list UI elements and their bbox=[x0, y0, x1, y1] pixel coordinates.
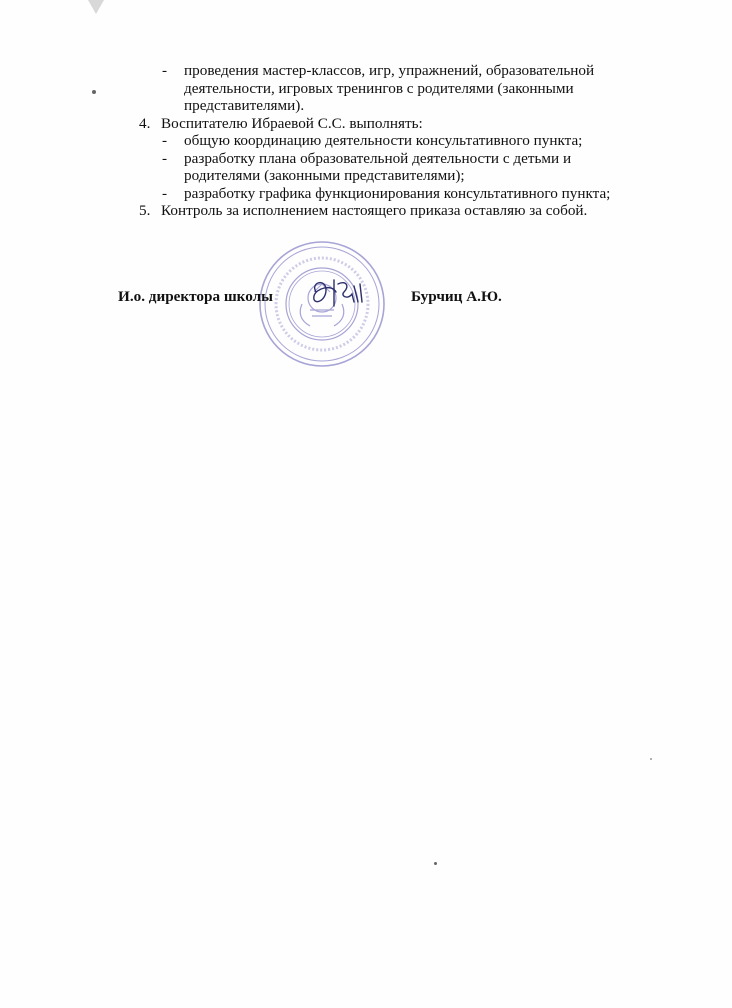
list-item-line: общую координацию деятельности консультативного пункта; bbox=[184, 132, 583, 149]
scan-speck bbox=[92, 90, 96, 94]
list-marker: - bbox=[162, 62, 168, 79]
list-item-line: разработку графика функционирования консультативного пункта; bbox=[184, 184, 611, 202]
list-number: 4. bbox=[139, 114, 151, 132]
list-item-line: разработку плана образовательной деятельности с детьми и bbox=[184, 149, 572, 167]
list-item-line: проведения мастер-классов, игр, упражнений, образовательной bbox=[184, 62, 595, 79]
list-item-line: Контроль за исполнением настоящего приказа оставляю за собой. bbox=[161, 202, 588, 219]
handwritten-signature bbox=[304, 272, 372, 316]
scan-speck bbox=[650, 758, 652, 760]
list-marker: - bbox=[162, 132, 168, 149]
scan-speck bbox=[434, 862, 437, 865]
list-item-line: Воспитателю Ибраевой С.С. выполнять: bbox=[161, 114, 423, 132]
scan-corner-shadow bbox=[88, 0, 104, 14]
list-number: 5. bbox=[139, 202, 151, 219]
list-item-line: деятельности, игровых тренингов с родителями (законными bbox=[184, 79, 574, 97]
signatory-name: Бурчиц А.Ю. bbox=[411, 288, 502, 305]
list-item-line: родителями (законными представителями); bbox=[184, 167, 465, 184]
signatory-position: И.о. директора школы bbox=[118, 288, 274, 305]
list-item-line: представителями). bbox=[184, 97, 305, 114]
list-marker: - bbox=[162, 184, 168, 202]
list-marker: - bbox=[162, 149, 168, 167]
